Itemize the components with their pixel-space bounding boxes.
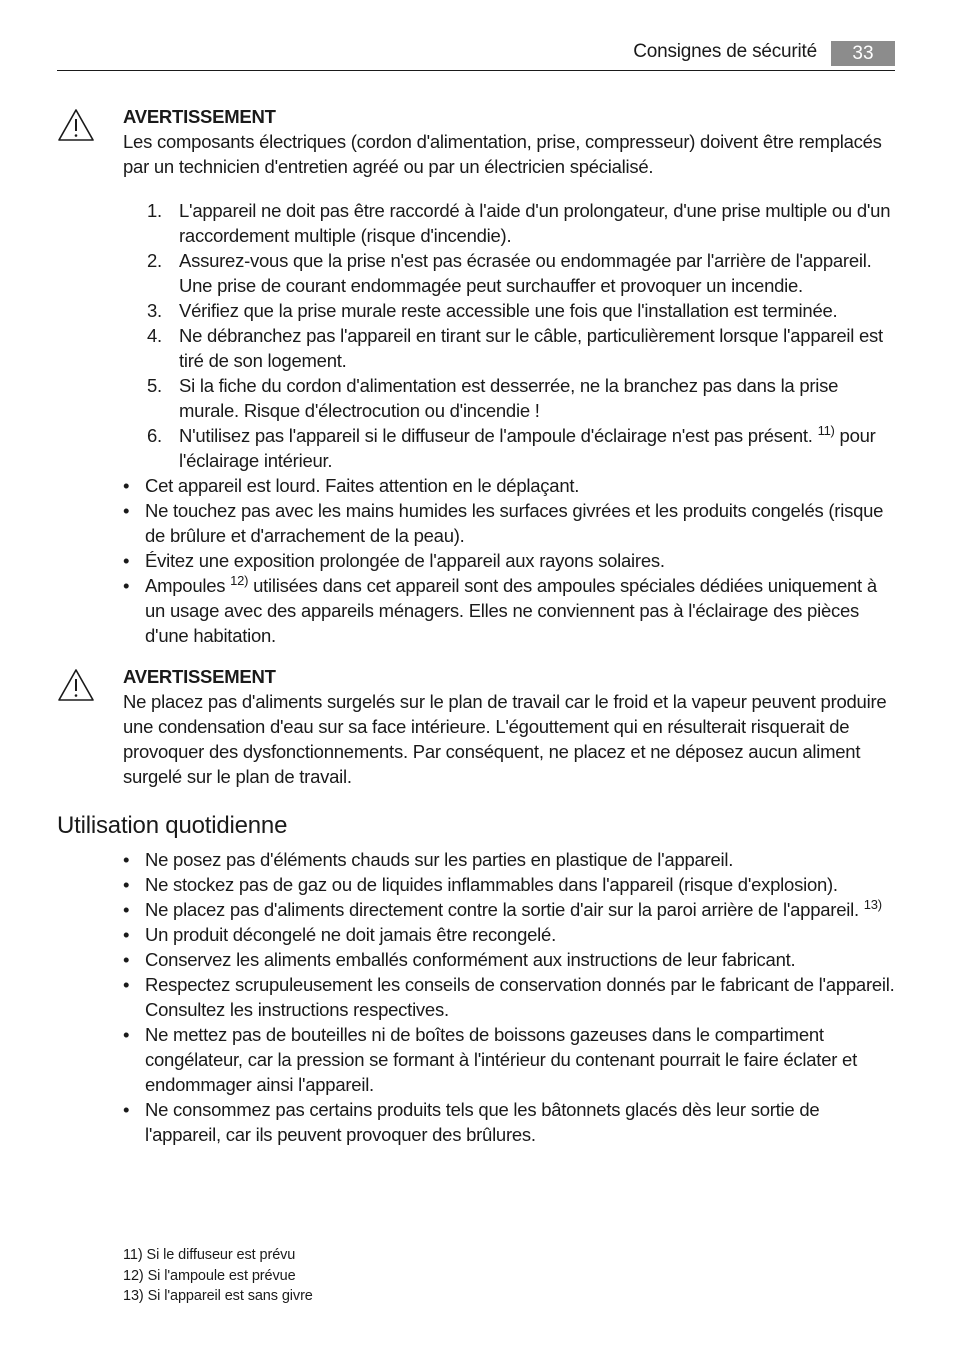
bullet-item	[123, 897, 895, 922]
item-text: Si la fiche du cordon d'alimentation est desserrée, ne la branchez pas dans la prise murale. Risque d'électrocution ou d'incendie !	[179, 375, 839, 421]
warning-title: AVERTISSEMENT	[123, 106, 276, 127]
footnotes	[123, 1245, 313, 1307]
numbered-item	[147, 298, 895, 323]
item-text: Ne consommez pas certains produits tels que les bâtonnets glacés dès leur sortie de l'appareil, car ils peuvent provoquer des brûlures.	[145, 1099, 820, 1145]
bullet-icon: •	[123, 1024, 130, 1045]
page-content	[57, 104, 895, 1147]
item-text: Ne touchez pas avec les mains humides les surfaces givrées et les produits congelés (risque de brûlure et d'arrachement de la peau).	[145, 500, 884, 546]
item-text-continued: pour l'éclairage intérieur.	[179, 425, 876, 471]
section-heading-daily-use: Utilisation quotidienne	[57, 812, 288, 839]
numbered-item	[147, 323, 895, 373]
footnote-ref: 13)	[863, 897, 882, 912]
item-text: Ampoules	[145, 575, 231, 596]
bullet-item	[123, 1097, 895, 1147]
bullet-item	[123, 872, 895, 897]
warning-text: Les composants électriques (cordon d'alimentation, prise, compresseur) doivent être remplacés par un technicien d'entretien agréé ou par un électricien spécialisé.	[123, 131, 882, 177]
warning-text: Ne placez pas d'aliments surgelés sur le plan de travail car le froid et la vapeur peuvent produire une condensation d'eau sur sa face intérieure. L'égouttement qui en résulterait risquerait de provoquer des dysfonctionnements. Par conséquent, ne placez et ne déposez aucun aliment surgelé sur le plan de travail.	[123, 691, 887, 787]
bullet-icon: •	[123, 1099, 130, 1120]
item-text: Respectez scrupuleusement les conseils de conservation donnés par le fabricant de l'appareil. Consultez les instructions respectives.	[145, 974, 895, 1020]
item-text: Un produit décongelé ne doit jamais être recongelé.	[145, 924, 556, 945]
item-text: Ne mettez pas de bouteilles ni de boîtes de boissons gazeuses dans le compartiment congélateur, car la pression se formant à l'intérieur du contenant pourrait le faire éclater et endommager ainsi l'appareil.	[145, 1024, 857, 1095]
numbered-item	[147, 198, 895, 248]
item-text: Assurez-vous que la prise n'est pas écrasée ou endommagée par l'arrière de l'appareil. Une prise de courant endommagée peut surchauffer et provoquer un incendie.	[179, 250, 872, 296]
bullet-icon: •	[123, 924, 130, 945]
item-text-continued: utilisées dans cet appareil sont des ampoules spéciales dédiées uniquement à un usage avec des appareils ménagers. Elles ne conviennent pas à l'éclairage des pièces d'une habitation.	[145, 575, 877, 646]
bullet-icon: •	[123, 899, 130, 920]
warning-block-frozen-food	[57, 664, 895, 789]
bullet-icon: •	[123, 849, 130, 870]
bullet-item	[123, 972, 895, 1022]
item-text: Cet appareil est lourd. Faites attention en le déplaçant.	[145, 475, 580, 496]
bullet-safety-list	[57, 473, 895, 648]
bullet-icon: •	[123, 874, 130, 895]
numbered-safety-list	[57, 198, 895, 473]
warning-title: AVERTISSEMENT	[123, 666, 276, 687]
bullet-item	[123, 1022, 895, 1097]
warning-triangle-icon	[57, 668, 95, 702]
bullet-icon: •	[123, 500, 130, 521]
warning-triangle-icon	[57, 108, 95, 142]
bullet-item	[123, 573, 895, 648]
item-text: L'appareil ne doit pas être raccordé à l'aide d'un prolongateur, d'une prise multiple ou d'un raccordement multiple (risque d'incendie).	[179, 200, 891, 246]
bullet-item	[123, 498, 895, 548]
footnote-ref: 11)	[817, 423, 835, 438]
bullet-icon: •	[123, 974, 130, 995]
numbered-item	[147, 373, 895, 423]
item-number: 2.	[147, 250, 162, 271]
bullet-item	[123, 847, 895, 872]
item-text: N'utilisez pas l'appareil si le diffuseur de l'ampoule d'éclairage n'est pas présent.	[179, 425, 818, 446]
bullet-icon: •	[123, 550, 130, 571]
footnote-item: 13) Si l'appareil est sans givre	[123, 1288, 313, 1304]
daily-use-bullet-list	[57, 847, 895, 1147]
item-number: 4.	[147, 325, 162, 346]
bullet-icon: •	[123, 575, 130, 596]
bullet-icon: •	[123, 949, 130, 970]
numbered-item	[147, 423, 895, 473]
footnote-item: 11) Si le diffuseur est prévu	[123, 1247, 296, 1263]
item-number: 5.	[147, 375, 162, 396]
bullet-item	[123, 922, 895, 947]
item-text: Ne posez pas d'éléments chauds sur les parties en plastique de l'appareil.	[145, 849, 734, 870]
numbered-item	[147, 248, 895, 298]
item-number: 1.	[147, 200, 162, 221]
item-text: Vérifiez que la prise murale reste accessible une fois que l'installation est terminée.	[179, 300, 838, 321]
item-number: 3.	[147, 300, 162, 321]
item-text: Ne stockez pas de gaz ou de liquides inflammables dans l'appareil (risque d'explosion).	[145, 874, 838, 895]
section-header-title: Consignes de sécurité	[633, 41, 817, 62]
footnote-ref: 12)	[230, 573, 249, 588]
bullet-item	[123, 473, 895, 498]
item-text: Conservez les aliments emballés conformément aux instructions de leur fabricant.	[145, 949, 796, 970]
item-text: Ne placez pas d'aliments directement contre la sortie d'air sur la paroi arrière de l'appareil.	[145, 899, 864, 920]
header-divider	[57, 70, 895, 71]
page-number-badge: 33	[831, 41, 895, 66]
bullet-icon: •	[123, 475, 130, 496]
item-text: Ne débranchez pas l'appareil en tirant sur le câble, particulièrement lorsque l'appareil est tiré de son logement.	[179, 325, 883, 371]
item-number: 6.	[147, 425, 162, 446]
item-text: Évitez une exposition prolongée de l'appareil aux rayons solaires.	[145, 550, 665, 571]
warning-block-electrical	[57, 104, 895, 179]
bullet-item	[123, 548, 895, 573]
footnote-item: 12) Si l'ampoule est prévue	[123, 1267, 296, 1284]
bullet-item	[123, 947, 895, 972]
